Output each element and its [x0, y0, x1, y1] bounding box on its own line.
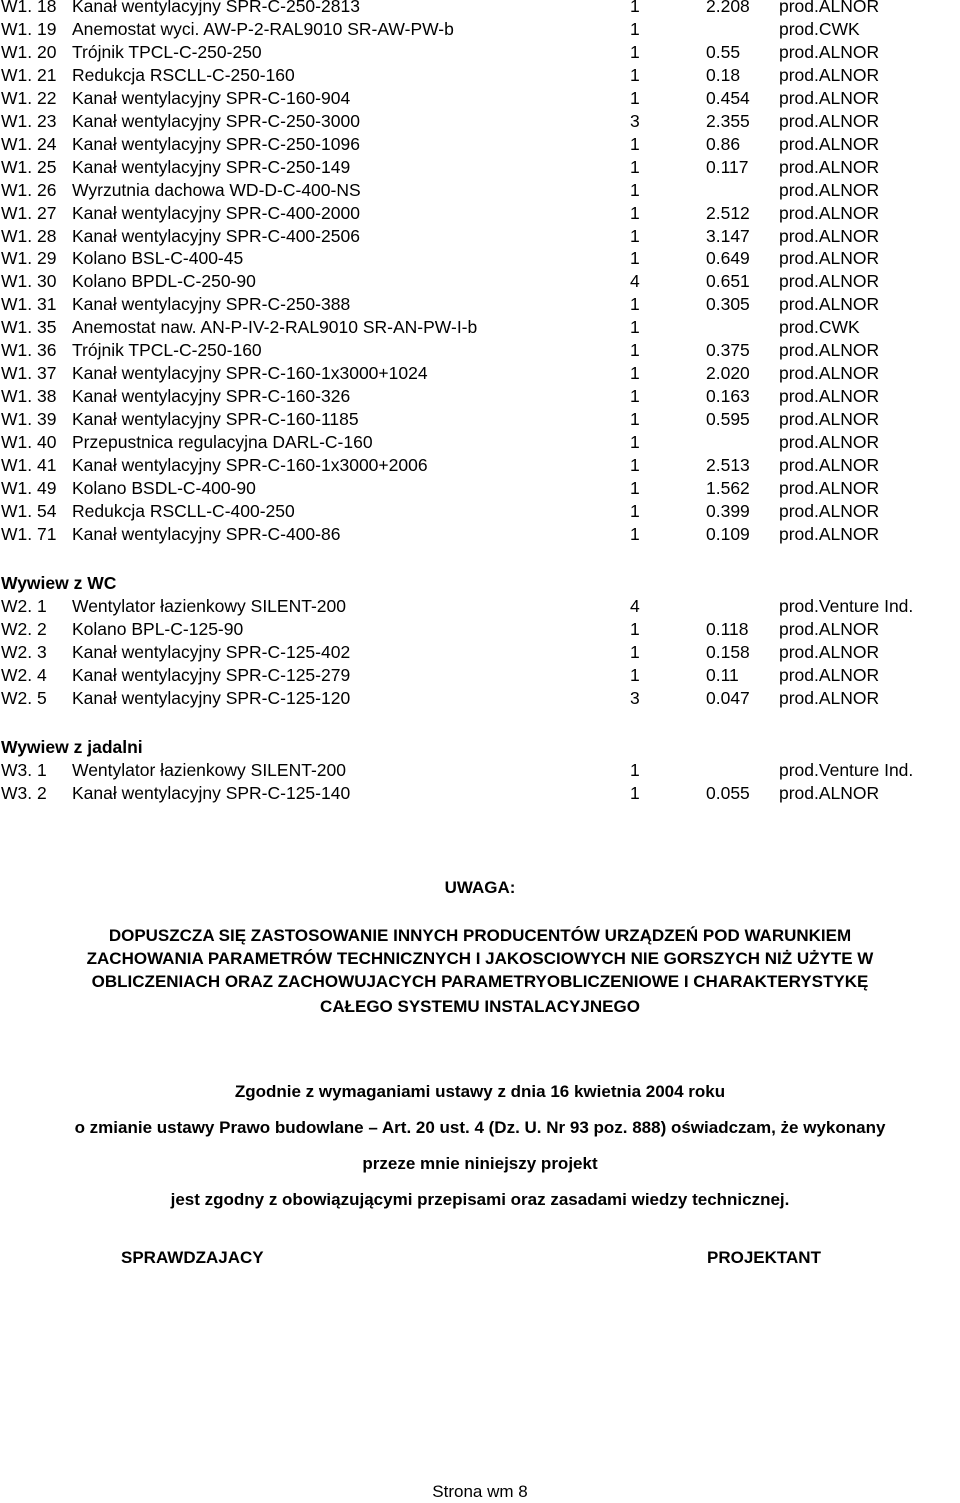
- item-code: W1. 21: [1, 64, 57, 85]
- table-row: [0, 782, 960, 805]
- table-row: [0, 500, 960, 523]
- section-title-jadalnia: Wywiew z jadalni: [1, 737, 143, 757]
- table-row: [0, 759, 960, 782]
- item-value: 0.117: [706, 156, 749, 177]
- item-code: W1. 37: [1, 363, 57, 384]
- item-source: prod.ALNOR: [779, 156, 880, 177]
- item-quantity: 1: [630, 179, 640, 200]
- notice-heading: UWAGA:: [444, 878, 516, 897]
- item-source: prod.CWK: [779, 317, 860, 338]
- item-source: prod.CWK: [779, 18, 860, 39]
- table-row: [0, 247, 960, 270]
- item-name: Kolano BSDL-C-400-90: [72, 477, 256, 498]
- item-source: prod.ALNOR: [779, 179, 880, 200]
- item-value: 2.208: [706, 0, 750, 16]
- item-code: W1. 20: [1, 41, 57, 62]
- item-value: 0.18: [706, 64, 741, 85]
- item-name: Kanał wentylacyjny SPR-C-160-1x3000+1024: [72, 363, 428, 384]
- item-code: W1. 49: [1, 477, 57, 498]
- table-row: [0, 618, 960, 641]
- item-source: prod.ALNOR: [779, 64, 880, 85]
- table-row: [0, 385, 960, 408]
- item-source: prod.ALNOR: [779, 477, 880, 498]
- item-quantity: 4: [630, 271, 640, 292]
- item-quantity: 4: [630, 596, 640, 616]
- table-row: [0, 431, 960, 454]
- item-name: Kanał wentylacyjny SPR-C-400-2000: [72, 202, 360, 223]
- item-name: Kanał wentylacyjny SPR-C-160-326: [72, 386, 351, 407]
- item-code: W3. 2: [1, 783, 47, 803]
- table-row: [0, 339, 960, 362]
- item-quantity: 1: [630, 317, 640, 338]
- item-code: W1. 27: [1, 202, 57, 223]
- item-code: W1. 23: [1, 110, 57, 131]
- item-code: W1. 25: [1, 156, 57, 177]
- item-source: prod.ALNOR: [779, 523, 880, 544]
- table-row: [0, 408, 960, 431]
- item-name: Kanał wentylacyjny SPR-C-250-1096: [72, 133, 360, 154]
- item-name: Wentylator łazienkowy SILENT-200: [72, 760, 346, 780]
- item-source: prod.ALNOR: [779, 271, 880, 292]
- item-value: 3.147: [706, 225, 750, 246]
- item-name: Kanał wentylacyjny SPR-C-125-402: [72, 642, 351, 662]
- item-name: Kolano BPL-C-125-90: [72, 619, 244, 639]
- item-name: Trójnik TPCL-C-250-250: [72, 41, 262, 62]
- declaration-line: Zgodnie z wymaganiami ustawy z dnia 16 kwietnia 2004 roku: [234, 1082, 726, 1101]
- item-name: Wyrzutnia dachowa WD-D-C-400-NS: [72, 179, 361, 200]
- item-name: Kanał wentylacyjny SPR-C-125-120: [72, 688, 351, 708]
- item-source: prod.ALNOR: [779, 409, 880, 430]
- item-quantity: 1: [630, 455, 640, 475]
- item-quantity: 1: [630, 432, 640, 453]
- item-code: W1. 24: [1, 133, 57, 154]
- item-quantity: 1: [630, 477, 640, 498]
- item-source: prod.ALNOR: [779, 87, 880, 108]
- declaration-line: o zmianie ustawy Prawo budowlane – Art. 20 ust. 4 (Dz. U. Nr 93 poz. 888) oświadczam, że wykonany: [74, 1118, 886, 1137]
- item-source: prod.ALNOR: [779, 225, 880, 246]
- item-name: Kanał wentylacyjny SPR-C-160-1185: [72, 409, 359, 430]
- item-source: prod.ALNOR: [779, 0, 880, 16]
- item-code: W1. 31: [1, 294, 57, 315]
- item-quantity: 1: [630, 523, 640, 544]
- item-value: 0.158: [706, 642, 750, 662]
- item-code: W2. 2: [1, 619, 47, 639]
- table-row: [0, 179, 960, 202]
- item-value: 0.047: [706, 688, 750, 708]
- item-quantity: 1: [630, 248, 640, 269]
- table-row: [0, 362, 960, 385]
- item-source: prod.ALNOR: [779, 783, 880, 803]
- item-quantity: 1: [630, 64, 640, 85]
- signature-label-checker: SPRAWDZAJACY: [121, 1248, 264, 1267]
- item-code: W2. 4: [1, 665, 47, 685]
- table-row: [0, 664, 960, 687]
- item-code: W1. 18: [1, 0, 57, 16]
- item-source: prod.ALNOR: [779, 248, 880, 269]
- item-code: W1. 39: [1, 409, 57, 430]
- item-name: Przepustnica regulacyjna DARL-C-160: [72, 432, 373, 453]
- item-code: W2. 1: [1, 596, 47, 616]
- item-source: prod.ALNOR: [779, 133, 880, 154]
- declaration-line: jest zgodny z obowiązującymi przepisami oraz zasadami wiedzy technicznej.: [170, 1190, 790, 1209]
- table-row: [0, 0, 960, 18]
- item-value: 0.649: [706, 248, 750, 269]
- item-code: W1. 41: [1, 455, 57, 475]
- item-name: Kanał wentylacyjny SPR-C-250-149: [72, 156, 351, 177]
- item-source: prod.ALNOR: [779, 455, 880, 475]
- item-quantity: 1: [630, 340, 640, 361]
- item-name: Wentylator łazienkowy SILENT-200: [72, 596, 346, 616]
- item-name: Anemostat naw. AN-P-IV-2-RAL9010 SR-AN-PW-I-b: [72, 317, 478, 338]
- item-quantity: 1: [630, 0, 640, 16]
- table-row: [0, 18, 960, 41]
- table-row: [0, 110, 960, 133]
- item-name: Kanał wentylacyjny SPR-C-250-3000: [72, 110, 360, 131]
- item-value: 0.305: [706, 294, 750, 315]
- item-code: W1. 29: [1, 248, 57, 269]
- item-code: W1. 35: [1, 317, 57, 338]
- item-quantity: 1: [630, 133, 640, 154]
- notice-line: OBLICZENIACH ORAZ ZACHOWUJACYCH PARAMETRYOBLICZENIOWE I CHARAKTERYSTYKĘ: [91, 972, 869, 991]
- item-quantity: 3: [630, 110, 640, 131]
- table-row: [0, 225, 960, 248]
- signature-label-designer: PROJEKTANT: [707, 1248, 821, 1267]
- item-source: prod.ALNOR: [779, 665, 880, 685]
- item-code: W1. 36: [1, 340, 57, 361]
- notice-line: ZACHOWANIA PARAMETRÓW TECHNICZNYCH I JAKOSCIOWYCH NIE GORSZYCH NIŻ UŻYTE W: [86, 949, 874, 968]
- table-row: [0, 156, 960, 179]
- item-quantity: 1: [630, 619, 640, 639]
- item-source: prod.Venture Ind.: [779, 760, 914, 780]
- item-quantity: 1: [630, 642, 640, 662]
- item-code: W1. 71: [1, 523, 57, 544]
- section-title-wc: Wywiew z WC: [1, 573, 117, 593]
- notice-line: DOPUSZCZA SIĘ ZASTOSOWANIE INNYCH PRODUCENTÓW URZĄDZEŃ POD WARUNKIEM: [108, 926, 852, 945]
- item-value: 0.11: [706, 665, 739, 685]
- item-code: W2. 3: [1, 642, 47, 662]
- declaration-line: przeze mnie niniejszy projekt: [362, 1154, 598, 1173]
- item-quantity: 1: [630, 294, 640, 315]
- item-quantity: 1: [630, 783, 640, 803]
- item-value: 2.512: [706, 202, 750, 223]
- item-name: Kanał wentylacyjny SPR-C-160-904: [72, 87, 351, 108]
- table-row: [0, 687, 960, 710]
- item-code: W1. 30: [1, 271, 57, 292]
- item-quantity: 1: [630, 18, 640, 39]
- item-code: W1. 26: [1, 179, 57, 200]
- item-value: 0.118: [706, 619, 749, 639]
- item-code: W2. 5: [1, 688, 47, 708]
- item-quantity: 1: [630, 409, 640, 430]
- item-quantity: 1: [630, 41, 640, 62]
- item-quantity: 1: [630, 202, 640, 223]
- item-name: Kolano BPDL-C-250-90: [72, 271, 256, 292]
- item-value: 0.651: [706, 271, 750, 292]
- item-quantity: 1: [630, 87, 640, 108]
- table-row: [0, 41, 960, 64]
- table-row: [0, 293, 960, 316]
- table-row: [0, 202, 960, 225]
- item-quantity: 1: [630, 156, 640, 177]
- item-source: prod.ALNOR: [779, 41, 880, 62]
- item-quantity: 1: [630, 665, 640, 685]
- item-quantity: 1: [630, 760, 640, 780]
- table-row: [0, 87, 960, 110]
- item-source: prod.ALNOR: [779, 294, 880, 315]
- item-name: Kanał wentylacyjny SPR-C-400-86: [72, 523, 341, 544]
- item-code: W1. 38: [1, 386, 57, 407]
- item-value: 0.399: [706, 500, 750, 521]
- page-number: Strona wm 8: [432, 1482, 528, 1501]
- item-source: prod.ALNOR: [779, 386, 880, 407]
- item-name: Trójnik TPCL-C-250-160: [72, 340, 262, 361]
- item-source: prod.ALNOR: [779, 340, 880, 361]
- table-row: [0, 641, 960, 664]
- item-name: Kolano BSL-C-400-45: [72, 248, 244, 269]
- item-code: W1. 22: [1, 87, 57, 108]
- item-source: prod.ALNOR: [779, 619, 880, 639]
- item-source: prod.ALNOR: [779, 363, 880, 384]
- item-value: 1.562: [706, 477, 750, 498]
- item-name: Anemostat wyci. AW-P-2-RAL9010 SR-AW-PW-b: [72, 18, 454, 39]
- item-code: W1. 19: [1, 18, 57, 39]
- item-name: Kanał wentylacyjny SPR-C-125-140: [72, 783, 351, 803]
- item-code: W1. 28: [1, 225, 57, 246]
- table-row: [0, 523, 960, 546]
- item-value: 0.595: [706, 409, 750, 430]
- item-source: prod.ALNOR: [779, 202, 880, 223]
- item-quantity: 3: [630, 688, 640, 708]
- item-source: prod.ALNOR: [779, 110, 880, 131]
- item-name: Redukcja RSCLL-C-250-160: [72, 64, 295, 85]
- item-value: 0.375: [706, 340, 750, 361]
- item-name: Kanał wentylacyjny SPR-C-400-2506: [72, 225, 360, 246]
- table-row: [0, 316, 960, 339]
- item-source: prod.ALNOR: [779, 500, 880, 521]
- table-row: [0, 454, 960, 477]
- item-quantity: 1: [630, 225, 640, 246]
- item-source: prod.Venture Ind.: [779, 596, 914, 616]
- item-source: prod.ALNOR: [779, 432, 880, 453]
- item-value: 0.454: [706, 87, 750, 108]
- item-name: Kanał wentylacyjny SPR-C-250-2813: [72, 0, 360, 16]
- item-value: 0.86: [706, 133, 741, 154]
- item-source: prod.ALNOR: [779, 642, 880, 662]
- item-source: prod.ALNOR: [779, 688, 880, 708]
- item-value: 2.513: [706, 455, 750, 475]
- table-row: [0, 270, 960, 293]
- item-name: Kanał wentylacyjny SPR-C-160-1x3000+2006: [72, 455, 428, 475]
- item-code: W3. 1: [1, 760, 47, 780]
- item-name: Kanał wentylacyjny SPR-C-250-388: [72, 294, 351, 315]
- item-value: 0.109: [706, 523, 750, 544]
- item-value: 2.355: [706, 110, 750, 131]
- table-row: [0, 477, 960, 500]
- item-quantity: 1: [630, 386, 640, 407]
- table-row: [0, 64, 960, 87]
- item-name: Redukcja RSCLL-C-400-250: [72, 500, 295, 521]
- item-value: 0.055: [706, 783, 750, 803]
- item-value: 0.55: [706, 41, 741, 62]
- item-value: 0.163: [706, 386, 750, 407]
- table-row: [0, 595, 960, 618]
- item-value: 2.020: [706, 363, 750, 384]
- notice-line: CAŁEGO SYSTEMU INSTALACYJNEGO: [320, 997, 640, 1016]
- item-quantity: 1: [630, 500, 640, 521]
- item-code: W1. 40: [1, 432, 57, 453]
- table-row: [0, 133, 960, 156]
- item-name: Kanał wentylacyjny SPR-C-125-279: [72, 665, 351, 685]
- item-quantity: 1: [630, 363, 640, 384]
- item-code: W1. 54: [1, 500, 57, 521]
